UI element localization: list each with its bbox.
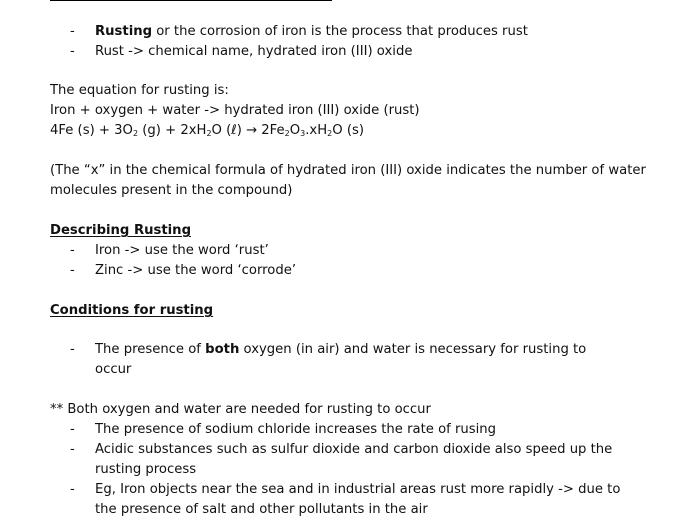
factors-list [70,420,622,520]
symbol-equation: 4Fe $(s) + 3O_2$ $(g) + 2xH_2O$ (ℓ) → $2Fe_2O_3.xH_2O$ (s) [50,123,364,138]
list-item-text: The presence of sodium chloride increases the rate of rusing [95,422,497,437]
bullet-dash: - [70,422,75,437]
word-equation: Iron + oxygen + water -> hydrated iron (III) oxide (rust) [50,103,420,118]
list-item [70,440,622,480]
list-item-text: Acidic substances such as sulfur dioxide and carbon dioxide also speed up the rusting process [95,442,613,477]
bullet-dash: - [70,263,75,278]
bullet-dash: - [70,243,75,258]
list-item [70,261,652,281]
conditions-list [70,340,600,380]
list-item-text: or the corrosion of iron is the process that produces rust [152,24,528,39]
section-heading-describing: Describing Rusting [50,223,192,238]
section-heading-conditions: Conditions for rusting [50,303,214,318]
list-item-text: Zinc -> use the word ‘corrode’ [95,263,297,278]
bullet-dash: - [70,44,75,59]
list-item-text: Eg, Iron objects near the sea and in industrial areas rust more rapidly -> due to the presence of salt and other pollutants in the air [95,482,621,517]
bullet-dash: - [70,24,75,39]
list-item [70,420,622,440]
list-item-text: Rust -> chemical name, hydrated iron (III) oxide [95,44,413,59]
top-divider [50,0,332,1]
list-item-text: Iron -> use the word ‘rust’ [95,243,269,258]
list-item [70,241,652,261]
bullet-dash: - [70,482,75,497]
intro-list [70,22,652,62]
describing-list [70,241,652,281]
bold-term: both [205,342,240,357]
list-item [70,22,652,42]
list-item [70,42,652,62]
formula-note: (The “x” in the chemical formula of hydrated iron (III) oxide indicates the number of water molecules present in the compound) [50,163,646,198]
bullet-dash: - [70,442,75,457]
extra-intro: ** Both oxygen and water are needed for rusting to occur [50,402,431,417]
list-item: - The presence of both oxygen (in air) and water is necessary for rusting to occur [70,342,587,377]
equation-label: The equation for rusting is: [50,83,229,98]
list-item [70,480,622,520]
bullet-dash: - [70,342,75,357]
bold-term: Rusting [95,24,153,39]
